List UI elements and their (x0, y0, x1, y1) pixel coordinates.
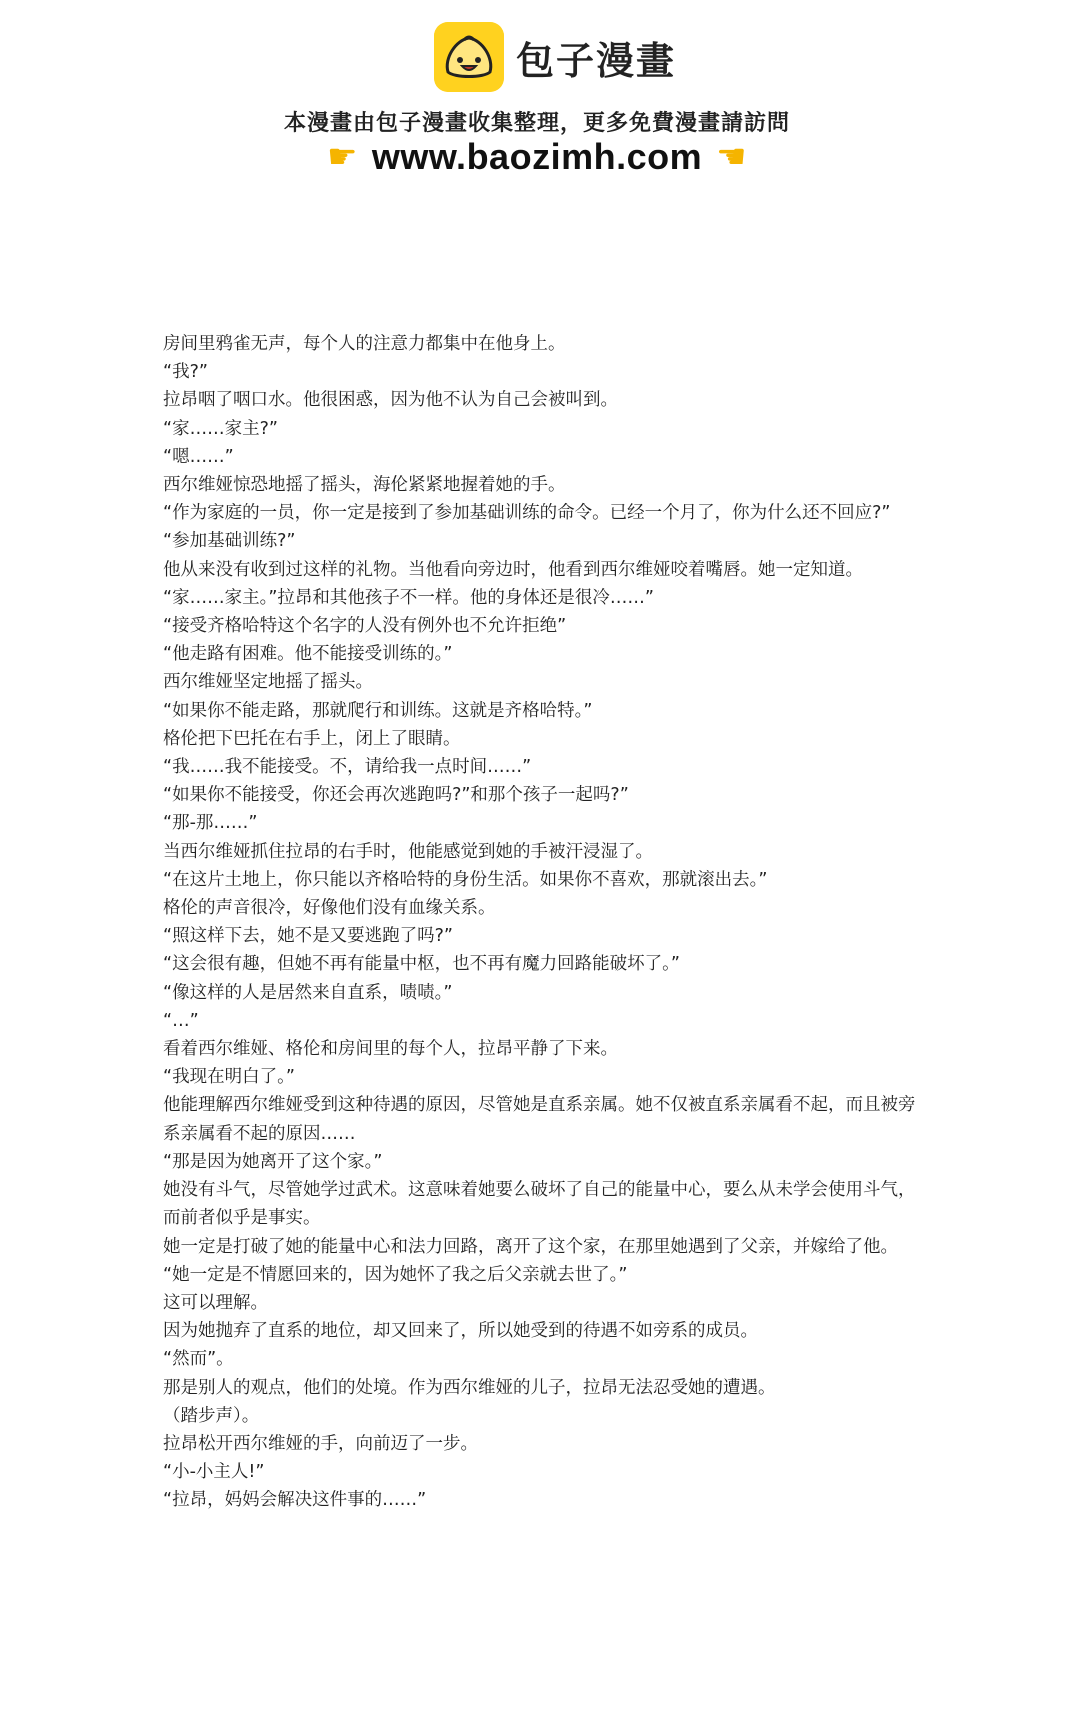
site-header (0, 0, 1074, 190)
story-paragraph: 西尔维娅惊恐地摇了摇头，海伦紧紧地握着她的手。 (163, 475, 566, 496)
story-paragraph: “家……家主。”拉昂和其他孩子不一样。他的身体还是很冷……” (163, 587, 654, 608)
story-text (163, 330, 923, 1515)
story-paragraph: 当西尔维娅抓住拉昂的右手时，他能感觉到她的手被汗浸湿了。 (163, 841, 653, 862)
story-paragraph: 拉昂咽了咽口水。他很困惑，因为他不认为自己会被叫到。 (163, 390, 618, 411)
pointing-hand-icon: ☚ (327, 137, 358, 177)
story-paragraph: “如果你不能接受，你还会再次逃跑吗?”和那个孩子一起吗?” (163, 785, 629, 806)
story-paragraph: 西尔维娅坚定地摇了摇头。 (163, 672, 373, 693)
story-paragraph: “接受齐格哈特这个名字的人没有例外也不允许拒绝” (163, 616, 567, 637)
story-paragraph: “在这片土地上，你只能以齐格哈特的身份生活。如果你不喜欢，那就滚出去。” (163, 869, 768, 890)
story-paragraph: “那是因为她离开了这个家。” (163, 1151, 383, 1172)
story-paragraph: 格伦的声音很冷，好像他们没有血缘关系。 (163, 898, 496, 919)
story-paragraph: “他走路有困难。他不能接受训练的。” (163, 644, 453, 665)
site-url-link[interactable]: www.baozimh.com (371, 136, 703, 177)
story-paragraph: “参加基础训练?” (163, 531, 296, 552)
story-paragraph: “然而”。 (163, 1349, 234, 1370)
story-paragraph: “拉昂，妈妈会解决这件事的……” (163, 1490, 427, 1511)
story-paragraph: 房间里鸦雀无声，每个人的注意力都集中在他身上。 (163, 334, 566, 354)
story-paragraph: “照这样下去，她不是又要逃跑了吗?” (163, 926, 453, 947)
brand[interactable] (434, 22, 676, 92)
site-tagline: 本漫畫由包子漫畫收集整理，更多免費漫畫請訪問 (283, 111, 790, 136)
story-paragraph: “…” (163, 1010, 199, 1031)
story-paragraph: （踏步声）。 (163, 1405, 260, 1426)
story-paragraph: 这可以理解。 (163, 1292, 268, 1313)
story-paragraph: “我现在明白了。” (163, 1067, 295, 1088)
story-paragraph: “小-小主人!” (163, 1462, 265, 1483)
story-paragraph: 因为她抛弃了直系的地位，却又回来了，所以她受到的待遇不如旁系的成员。 (163, 1321, 758, 1342)
story-paragraph: “像这样的人是居然来自直系，啧啧。” (163, 982, 453, 1003)
story-paragraph: “我?” (163, 362, 208, 383)
story-paragraph: “那-那……” (163, 813, 258, 834)
baozi-bun-face-icon (434, 22, 504, 92)
story-paragraph: “如果你不能走路，那就爬行和训练。这就是齐格哈特。” (163, 700, 593, 721)
brand-name: 包子漫畫 (516, 38, 677, 83)
story-paragraph: 那是别人的观点，他们的处境。作为西尔维娅的儿子，拉昂无法忍受她的遭遇。 (163, 1377, 776, 1398)
story-paragraph: “家……家主?” (163, 418, 278, 439)
story-paragraph: 她没有斗气，尽管她学过武术。这意味着她要么破坏了自己的能量中心，要么从未学会使用斗气，而前者似乎是事实。 (163, 1180, 916, 1229)
story-paragraph: 拉昂松开西尔维娅的手，向前迈了一步。 (163, 1433, 478, 1454)
story-paragraph: “作为家庭的一员，你一定是接到了参加基础训练的命令。已经一个月了，你为什么还不回应?” (163, 503, 891, 524)
story-paragraph: 她一定是打破了她的能量中心和法力回路，离开了这个家，在那里她遇到了父亲，并嫁给了他。 (163, 1236, 898, 1257)
story-paragraph: 他能理解西尔维娅受到这种待遇的原因，尽管她是直系亲属。她不仅被直系亲属看不起，而且被旁系亲属看不起的原因…… (163, 1095, 916, 1144)
story-paragraph: “嗯……” (163, 446, 234, 467)
story-paragraph: “她一定是不情愿回来的，因为她怀了我之后父亲就去世了。” (163, 1264, 628, 1285)
story-paragraph: “这会很有趣，但她不再有能量中枢，也不再有魔力回路能破坏了。” (163, 954, 680, 975)
story-paragraph: 格伦把下巴托在右手上，闭上了眼睛。 (163, 728, 461, 749)
pointing-hand-icon: ☚ (716, 137, 747, 177)
story-paragraph: 看着西尔维娅、格伦和房间里的每个人，拉昂平静了下来。 (163, 1039, 618, 1060)
story-paragraph: “我……我不能接受。不，请给我一点时间……” (163, 757, 532, 778)
url-row (0, 136, 1074, 178)
story-paragraph: 他从来没有收到过这样的礼物。当他看向旁边时，他看到西尔维娅咬着嘴唇。她一定知道。 (163, 559, 863, 580)
